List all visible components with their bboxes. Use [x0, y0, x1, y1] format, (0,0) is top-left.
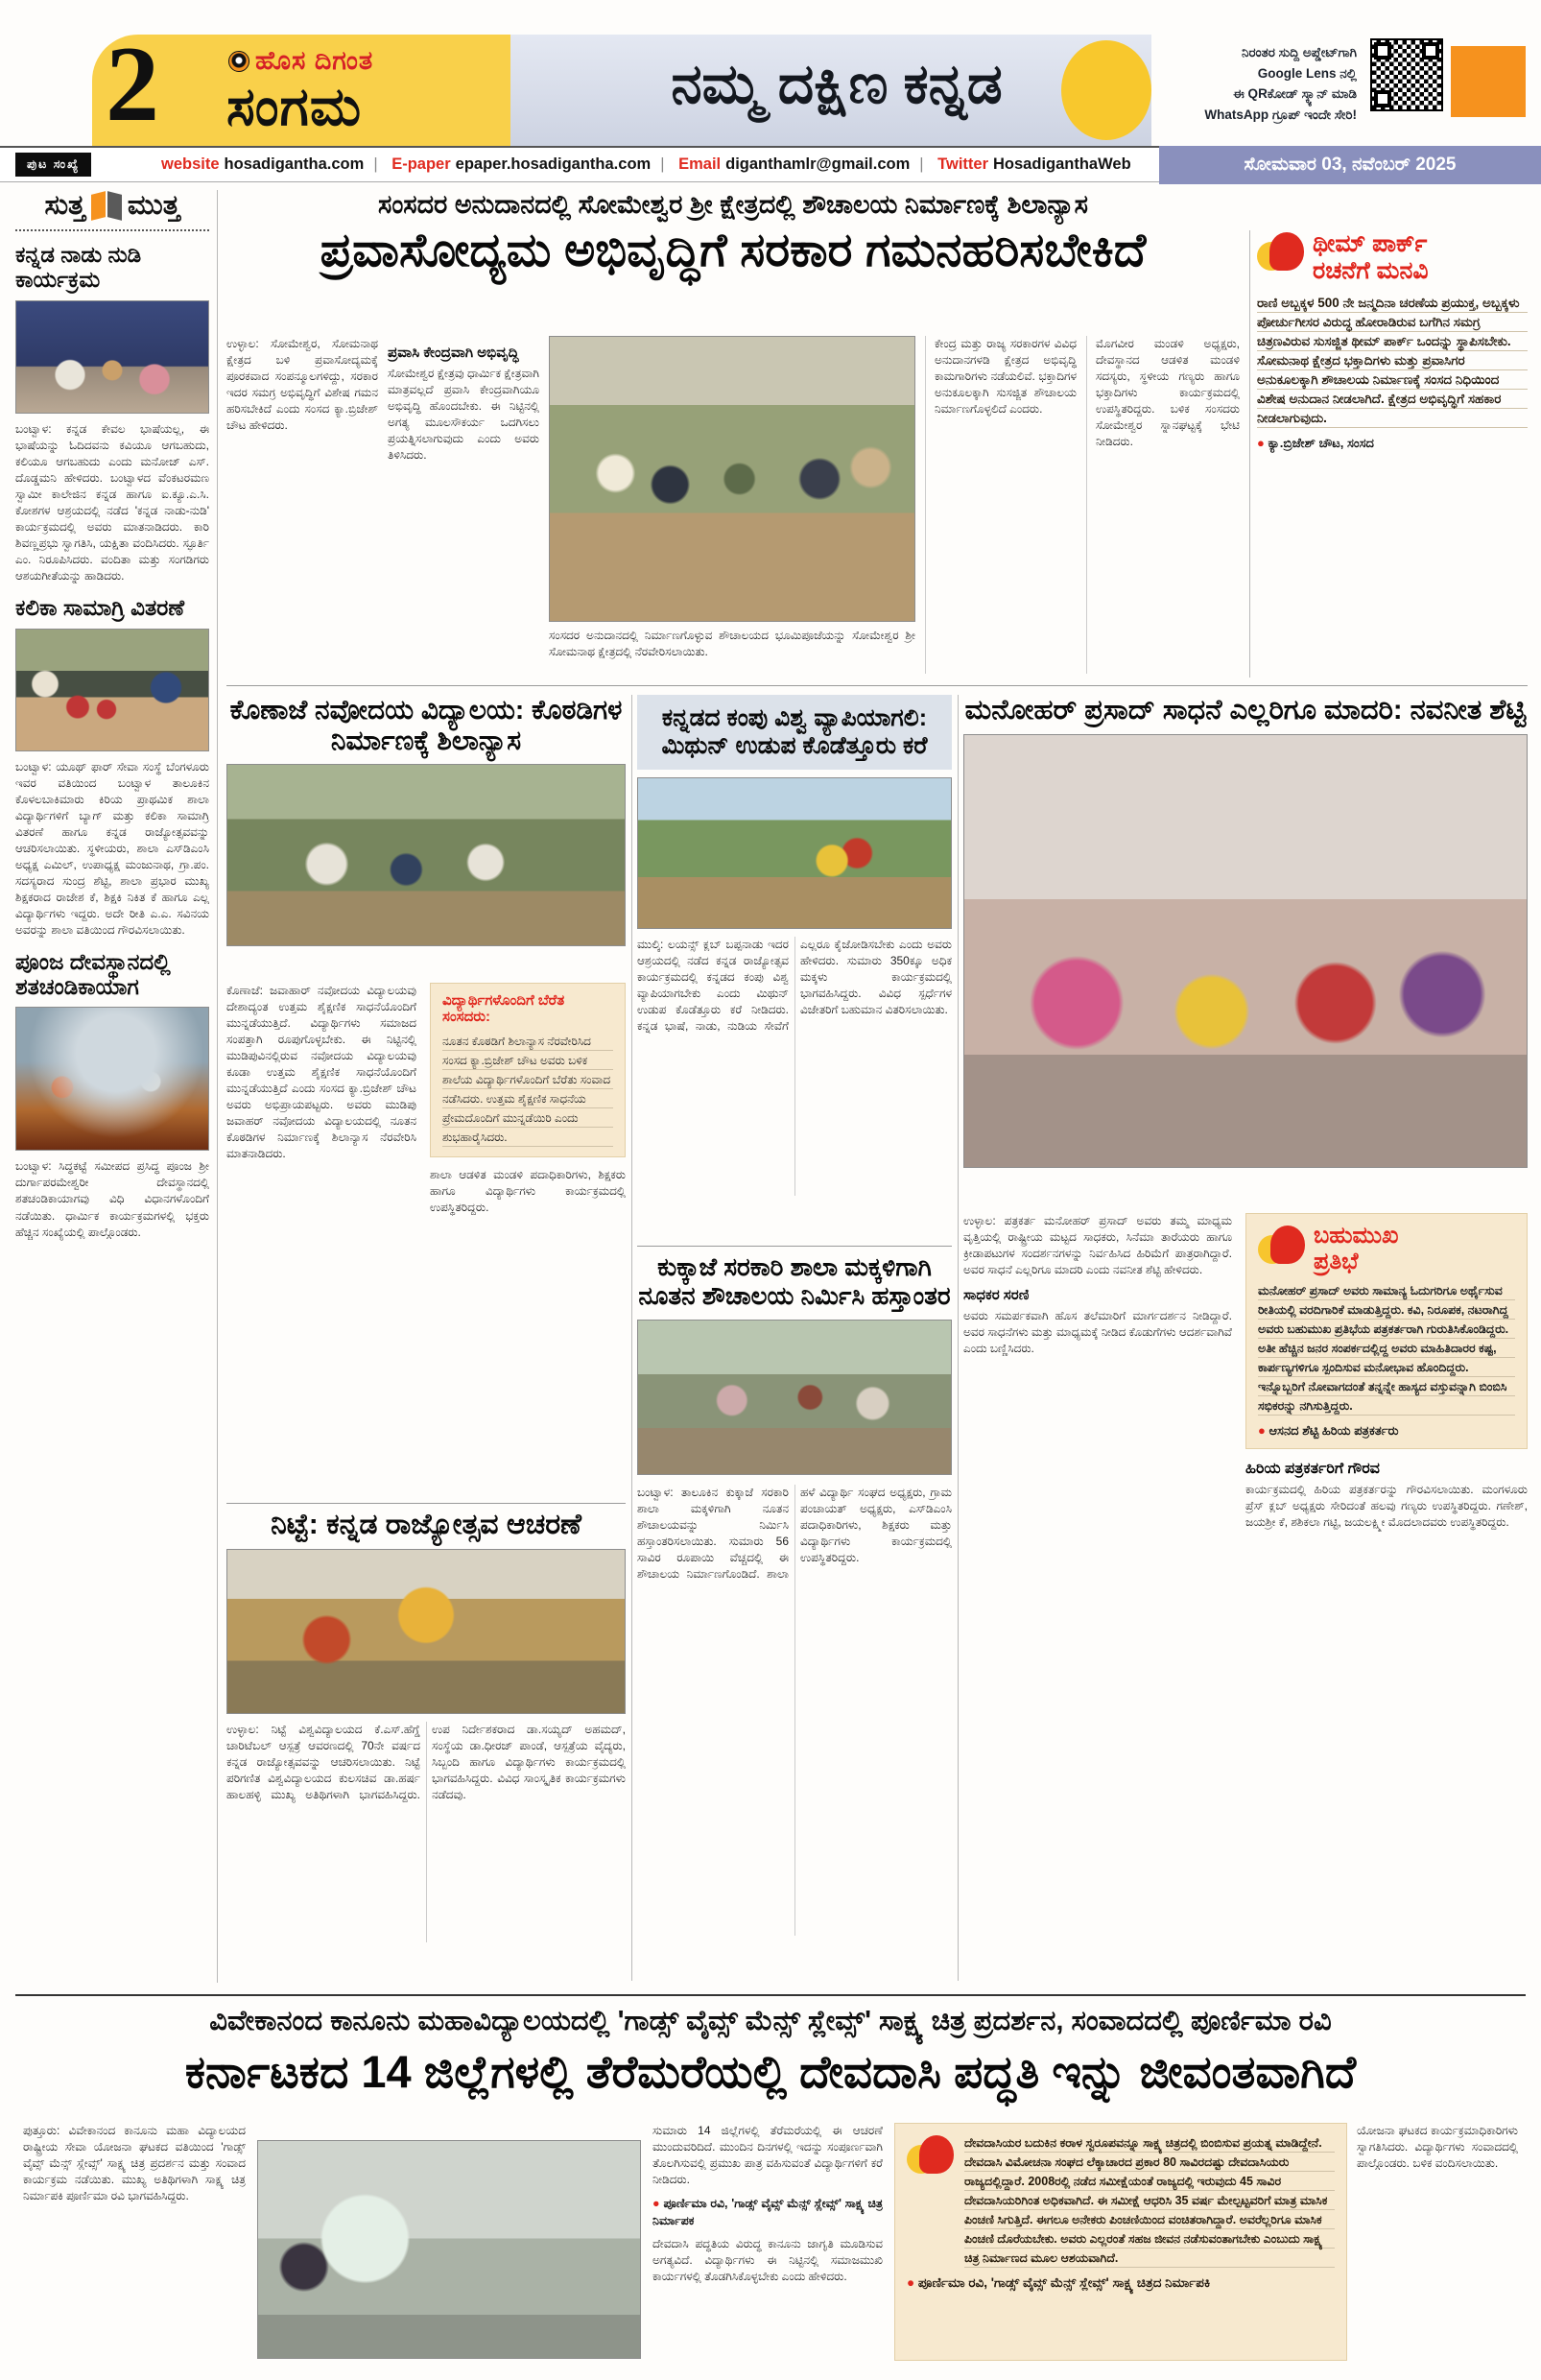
story-subhead: ಹಿರಿಯ ಪತ್ರಕರ್ತರಿಗೆ ಗೌರವ — [1245, 1460, 1380, 1477]
highlight-box-title — [1314, 1224, 1398, 1275]
theme-park-attribution: ● ಕ್ಯಾ.ಬ್ರಿಜೇಶ್ ಚೌಟ, ಸಂಸದ — [1257, 436, 1528, 451]
story-nitte-rajyotsava — [226, 1509, 626, 1981]
banner-col1 — [23, 2123, 246, 2363]
story-text-columns — [637, 1485, 952, 1936]
quote-attribution: ● ಪೂರ್ಣಿಮಾ ರವಿ, 'ಗಾಡ್ಸ್ ವೈವ್ಸ್ ಮೆನ್ಸ್ ಸ್ಲೇವ್ಸ್' ಸಾಕ್ಷ್ಯ ಚಿತ್ರದ ನಿರ್ಮಾಪಕಿ — [907, 2275, 1335, 2291]
main-story-subhead: ಪ್ರವಾಸಿ ಕೇಂದ್ರವಾಗಿ ಅಭಿವೃದ್ಧಿ — [388, 345, 519, 361]
sidebar-title-word2: ಮುತ್ತ — [127, 190, 180, 221]
main-story-col2 — [388, 336, 539, 674]
section-divider — [637, 1246, 952, 1247]
page-number-label: ಪುಟ ಸಂಖ್ಯೆ — [15, 153, 91, 177]
highlight-box-body: ಮನೋಹರ್ ಪ್ರಸಾದ್ ಅವರು ಸಾಮಾನ್ಯ ಓದುಗರಿಗೂ ಅರ್ಥೈಸುವ ರೀತಿಯಲ್ಲಿ ವರದಿಗಾರಿಕೆ ಮಾಡುತ್ತಿದ್ದರು. ಕವಿ, ನಿರೂಪಕ, ನಟರಾಗಿದ್ದ ಅವರು ಬಹುಮುಖ ಪ್ರತಿಭೆಯ ಪತ್ರಕರ್ತರಾಗಿ ಗುರುತಿಸಿಕೊಂಡಿದ್ದರು. ಅತೀ ಹೆಚ್ಚಿನ ಜನರ ಸಂಪರ್ಕದಲ್ಲಿದ್ದ ಅವರು ಮಾಹಿತಿದಾರರ ಕಷ್ಟ, ಕಾರ್ಪಣ್ಯಗಳಿಗೂ ಸ್ಪಂದಿಸುವ ಮನೋಭಾವ ಹೊಂದಿದ್ದರು. ಇನ್ನೊಬ್ಬರಿಗೆ ನೋವಾಗದಂತೆ ತನ್ನನ್ನೇ ಹಾಸ್ಯದ ವಸ್ತುವನ್ನಾಗಿ ಬಿಂಬಿಸಿ ಸಭಿಕರನ್ನು ನಗಿಸುತ್ತಿದ್ದರು. — [1258, 1281, 1515, 1416]
qr-promo-line: WhatsApp ಗ್ರೂಪ್ ಇಂದೇ ಸೇರಿ! — [1204, 107, 1357, 122]
sidebar-section-title — [15, 190, 209, 231]
story-text-column — [226, 983, 416, 1495]
story-photo-handover — [637, 1320, 952, 1475]
story-manohar-prasad — [963, 695, 1528, 1981]
story-kukkaje — [637, 1253, 952, 1981]
quote-box-row — [907, 2133, 1335, 2268]
sidebar-story-title: ಕನ್ನಡ ನಾಡು ನುಡಿ ಕಾರ್ಯಕ್ರಮ — [15, 242, 142, 292]
banner-text: ಪುತ್ತೂರು: ವಿವೇಕಾನಂದ ಕಾನೂನು ಮಹಾ ವಿದ್ಯಾಲಯದ ರಾಷ್ಟ್ರೀಯ ಸೇವಾ ಯೋಜನಾ ಘಟಕದ ವತಿಯಿಂದ 'ಗಾಡ್ಸ್ ವೈವ್ಸ್ ಮೆನ್ಸ್ ಸ್ಲೇವ್ಸ್' ಸಾಕ್ಷ್ಯ ಚಿತ್ರ ಪ್ರದರ್ಶನ ಮತ್ತು ಸಂವಾದ ಕಾರ್ಯಕ್ರಮ ನಡೆಯಿತು. ಮುಖ್ಯ ಅತಿಥಿಗಳಾಗಿ ಸಾಕ್ಷ್ಯ ಚಿತ್ರ ನಿರ್ಮಾಪಕಿ ಪೂರ್ಣಿಮಾ ರವಿ ಭಾಗವಹಿಸಿದ್ದರು. — [23, 2124, 246, 2203]
highlight-box-bahumukha — [1245, 1213, 1528, 1449]
story-text: ಉಳ್ಳಾಲ: ನಿಟ್ಟೆ ವಿಶ್ವವಿದ್ಯಾಲಯದ ಕೆ.ಎಸ್.ಹೆಗ್ಡೆ ಚಾರಿಟೆಬಲ್ ಆಸ್ಪತ್ರೆ ಆವರಣದಲ್ಲಿ 70ನೇ ವರ್ಷದ ಕನ್ನಡ ರಾಜ್ಯೋತ್ಸವವನ್ನು ಆಚರಿಸಲಾಯಿತು. ನಿಟ್ಟೆ ಪರಿಗಣಿತ ವಿಶ್ವವಿದ್ಯಾಲಯದ ಕುಲಸಚಿವ ಡಾ.ಹರ್ಷ ಹಾಲಹಳ್ಳಿ ಮುಖ್ಯ ಅತಿಥಿಗಳಾಗಿ ಭಾಗವಹಿಸಿದ್ದರು. ಉಪ ನಿರ್ದೇಶಕರಾದ ಡಾ.ಸಯ್ಯದ್ ಅಹಮದ್, ಸಂಸ್ಥೆಯ ಡಾ.ಧೀರಜ್ ಪಾಂಡೆ, ಆಸ್ಪತ್ರೆಯ ವೈದ್ಯರು, ಸಿಬ್ಬಂದಿ ಹಾಗೂ ವಿದ್ಯಾರ್ಥಿಗಳು ಕಾರ್ಯಕ್ರಮದಲ್ಲಿ ಭಾಗವಹಿಸಿದ್ದರು. ವಿವಿಧ ಸಾಂಸ್ಕೃತಿಕ ಕಾರ್ಯಕ್ರಮಗಳು ನಡೆದವು. — [226, 1723, 626, 1802]
flame-icon — [1257, 230, 1305, 276]
website-link: website hosadigantha.com | — [161, 155, 378, 173]
qr-promo-line: Google Lens ನಲ್ಲಿ — [1257, 65, 1357, 81]
bottom-banner-story — [15, 1994, 1526, 2370]
brand-name: ಹೊಸ ದಿಗಂತ — [255, 46, 374, 75]
sidebar-story-body: ಬಂಟ್ವಾಳ: ಯೂಥ್ ಫಾರ್ ಸೇವಾ ಸಂಸ್ಥೆ ಬೆಂಗಳೂರು ಇವರ ವತಿಯಿಂದ ಬಂಟ್ವಾಳ ತಾಲೂಕಿನ ಕೊಳಲಬಾಕಿಮಾರು ಕಿರಿಯ ಪ್ರಾಥಮಿಕ ಶಾಲಾ ವಿದ್ಯಾರ್ಥಿಗಳಿಗೆ ಬ್ಯಾಗ್ ಮತ್ತು ಕಲಿಕಾ ಸಾಮಾಗ್ರಿ ವಿತರಣೆ ಹಾಗೂ ಕನ್ನಡ ರಾಜ್ಯೋತ್ಸವವನ್ನು ಆಚರಿಸಲಾಯಿತು. ಸ್ಥಳೀಯರು, ಶಾಲಾ ಎಸ್‌ಡಿಎಂಸಿ ಅಧ್ಯಕ್ಷ ಎಮಿಲ್, ಉಪಾಧ್ಯಕ್ಷ ಮಂಜುನಾಥ, ಗ್ರಾ.ಪಂ. ಸದಸ್ಯರಾದ ಸುಂದ್ರ ಶೆಟ್ಟಿ, ಶಾಲಾ ಪ್ರಭಾರ ಮುಖ್ಯ ಶಿಕ್ಷಕರಾದ ರಾಜೇಶ ಕೆ, ಶಿಕ್ಷಕಿ ನಿಕಿತ ಕೆ ಹಾಗೂ ಎಲ್ಲ ವಿದ್ಯಾರ್ಥಿಗಳು ಇದ್ದರು. ಅದೇ ರೀತಿ ಎ.ಎ. ಸವಿನಯ ಅವರನ್ನು ಶಾಲಾ ವತಿಯಿಂದ ಗೌರವಿಸಲಾಯಿತು. — [15, 759, 209, 937]
qr-promo-line: ಈ QRಕೋಡ್ ಸ್ಕ್ಯಾನ್ ಮಾಡಿ — [1233, 86, 1357, 102]
sidebar-story-title: ಕಲಿಕಾ ಸಾಮಾಗ್ರಿ ವಿತರಣೆ — [15, 594, 185, 620]
edition-name: ಸಂಗಮ — [226, 76, 363, 136]
highlight-box-body: ನೂತನ ಕೊಠಡಿಗೆ ಶಿಲಾನ್ಯಾಸ ನೆರವೇರಿಸಿದ ಸಂಸದ ಕ್ಯಾ.ಬ್ರಿಜೇಶ್ ಚೌಟ ಅವರು ಬಳಿಕ ಶಾಲೆಯ ವಿದ್ಯಾರ್ಥಿಗಳೊಂದಿಗೆ ಬೆರೆತು ಸಂವಾದ ನಡೆಸಿದರು. ಉತ್ತಮ ಶೈಕ್ಷಣಿಕ ಸಾಧನೆಯ ಪ್ರೇಮದೊಂದಿಗೆ ಮುನ್ನಡೆಯಿರಿ ಎಂದು ಶುಭಹಾರೈಸಿದರು. — [442, 1032, 613, 1147]
main-story-photo-strip — [549, 628, 915, 676]
sidebar-title-word1: ಸುತ್ತ — [44, 190, 85, 221]
main-story-text: ಸೋಮೇಶ್ವರ ಕ್ಷೇತ್ರವು ಧಾರ್ಮಿಕ ಕ್ಷೇತ್ರವಾಗಿ ಮಾತ್ರವಲ್ಲದೆ ಪ್ರವಾಸಿ ಕೇಂದ್ರವಾಗಿಯೂ ಅಭಿವೃದ್ಧಿ ಹೊಂದಬೇಕು. ಈ ನಿಟ್ಟಿನಲ್ಲಿ ಅಗತ್ಯ ಮೂಲಸೌಕರ್ಯ ಒದಗಿಸಲು ಪ್ರಯತ್ನಿಸಲಾಗುವುದು ಎಂದು ಅವರು ತಿಳಿಸಿದರು. — [388, 367, 539, 463]
flame-icon — [907, 2133, 955, 2179]
main-story-col4 — [1086, 336, 1240, 674]
story-headline: ಕನ್ನಡದ ಕಂಪು ವಿಶ್ವ ವ್ಯಾಪಿಯಾಗಲಿ: ಮಿಥುನ್ ಉಡುಪ ಕೊಡೆತ್ತೂರು ಕರೆ — [637, 695, 952, 770]
highlight-box-title: ವಿದ್ಯಾರ್ಥಿಗಳೊಂದಿಗೆ ಬೆರೆತ ಸಂಸದರು: — [442, 992, 565, 1025]
story-konaje — [226, 695, 626, 1499]
story-text-columns — [226, 1722, 626, 1942]
banner-col2 — [652, 2123, 883, 2363]
story-photo-flag — [637, 777, 952, 929]
highlight-title-line2: ಪ್ರತಿಭೆ — [1314, 1248, 1359, 1274]
epaper-link: E-paper epaper.hosadigantha.com | — [391, 155, 664, 173]
brand-logo-icon — [228, 51, 249, 72]
sidebar-story-body: ಬಂಟ್ವಾಳ: ಸಿದ್ಧಕಟ್ಟೆ ಸಮೀಪದ ಪ್ರಸಿದ್ಧ ಪೂಂಜ ಶ್ರೀ ದುರ್ಗಾಪರಮೇಶ್ವರೀ ದೇವಸ್ಥಾನದಲ್ಲಿ ಶತಚಂಡಿಕಾಯಾಗವು ವಿಧಿ ವಿಧಾನಗಳೊಂದಿಗೆ ನಡೆಯಿತು. ಧಾರ್ಮಿಕ ಕಾರ್ಯಕ್ರಮಗಳಲ್ಲಿ ಭಕ್ತರು ಹೆಚ್ಚಿನ ಸಂಖ್ಯೆಯಲ್ಲಿ ಪಾಲ್ಗೊಂಡರು. — [15, 1159, 209, 1239]
main-story-text: ಉಳ್ಳಾಲ: ಸೋಮೇಶ್ವರ, ಸೋಮನಾಥ ಕ್ಷೇತ್ರದ ಬಳಿ ಪ್ರವಾಸೋದ್ಯಮಕ್ಕೆ ಪೂರಕವಾದ ಸಂಪನ್ಮೂಲಗಳಿದ್ದು, ಸರಕಾರ ಇದರ ಸಮಗ್ರ ಅಭಿವೃದ್ಧಿಗೆ ವಿಶೇಷ ಗಮನ ಹರಿಸಬೇಕಿದೆ ಎಂದು ಸಂಸದ ಕ್ಯಾ.ಬ್ರಿಜೇಶ್ ಚೌಟ ಹೇಳಿದರು. — [226, 337, 378, 433]
masthead-orange-block — [1451, 46, 1526, 117]
story-text: ಮುಲ್ಕಿ: ಲಯನ್ಸ್ ಕ್ಲಬ್ ಬಪ್ಪನಾಡು ಇದರ ಆಶ್ರಯದಲ್ಲಿ ನಡೆದ ಕನ್ನಡ ರಾಜ್ಯೋತ್ಸವ ಕಾರ್ಯಕ್ರಮದಲ್ಲಿ ಕನ್ನಡದ ಕಂಪು ವಿಶ್ವ ವ್ಯಾಪಿಯಾಗಬೇಕು ಎಂದು ಮಿಥುನ್ ಉಡುಪ ಕೊಡೆತ್ತೂರು ಕರೆ ನೀಡಿದರು. ಕನ್ನಡ ಭಾಷೆ, ನಾಡು, ನುಡಿಯ ಸೇವೆಗೆ ಎಲ್ಲರೂ ಕೈಜೋಡಿಸಬೇಕು ಎಂದು ಅವರು ಹೇಳಿದರು. ಸುಮಾರು 350ಕ್ಕೂ ಅಧಿಕ ಮಕ್ಕಳು ಕಾರ್ಯಕ್ರಮದಲ್ಲಿ ಭಾಗವಹಿಸಿದ್ದರು. ವಿವಿಧ ಸ್ಪರ್ಧೆಗಳ ವಿಜೇತರಿಗೆ ಬಹುಮಾನ ವಿತರಿಸಲಾಯಿತು. — [637, 938, 952, 1034]
banner-photo-seminar — [257, 2140, 641, 2359]
email-link: Email diganthamlr@gmail.com | — [678, 155, 923, 173]
main-story-photo — [549, 336, 915, 622]
qr-promo — [1159, 42, 1357, 125]
highlight-box-header — [1258, 1224, 1515, 1275]
story-text: ಅವರು ಸಮರ್ಪಕವಾಗಿ ಹೊಸ ತಲೆಮಾರಿಗೆ ಮಾರ್ಗದರ್ಶನ ನೀಡಿದ್ದಾರೆ. ಅವರ ಸಾಧನೆಗಳು ಮತ್ತು ಮಾಧ್ಯಮಕ್ಕೆ ನೀಡಿದ ಕೊಡುಗೆಗಳು ಆದರ್ಶವಾಗಿವೆ ಎಂದು ಬಣ್ಣಿಸಿದರು. — [963, 1309, 1232, 1356]
main-story-text: ಸಂಸದರ ಅನುದಾನದಲ್ಲಿ ನಿರ್ಮಾಣಗೊಳ್ಳುವ ಶೌಚಾಲಯದ ಭೂಮಿಪೂಜೆಯನ್ನು ಸೋಮೇಶ್ವರ ಶ್ರೀ ಸೋಮನಾಥ ಕ್ಷೇತ್ರದಲ್ಲಿ ನೆರವೇರಿಸಲಾಯಿತು. — [549, 629, 915, 659]
main-story-col1 — [226, 336, 378, 674]
main-story-col3 — [925, 336, 1077, 674]
story-headline: ಕೊಣಾಜೆ ನವೋದಯ ವಿದ್ಯಾಲಯ: ಕೊಠಡಿಗಳ ನಿರ್ಮಾಣಕ್ಕೆ ಶಿಲಾನ್ಯಾಸ — [229, 695, 623, 755]
sidebar-sutta-mutta — [15, 190, 209, 1985]
story-text: ಉಳ್ಳಾಲ: ಪತ್ರಕರ್ತ ಮನೋಹರ್ ಪ್ರಸಾದ್ ಅವರು ತಮ್ಮ ಮಾಧ್ಯಮ ವೃತ್ತಿಯಲ್ಲಿ ರಾಷ್ಟ್ರೀಯ ಮಟ್ಟದ ಸಾಧಕರು, ಸಿನೆಮಾ ತಾರೆಯರು ಹಾಗೂ ಕ್ರೀಡಾಪಟುಗಳ ಸಂದರ್ಶನಗಳನ್ನು ನಿರ್ವಹಿಸಿದ ಹಿರಿಮೆಗೆ ಪಾತ್ರರಾಗಿದ್ದಾರೆ. ಅವರ ಸಾಧನೆ ಎಲ್ಲರಿಗೂ ಮಾದರಿ ಎಂದು ನವನೀತ ಶೆಟ್ಟಿ ಹೇಳಿದರು. — [963, 1214, 1232, 1277]
theme-park-title-line2: ರಚನೆಗೆ ಮನವಿ — [1313, 257, 1429, 284]
story-text: ಬಂಟ್ವಾಳ: ತಾಲೂಕಿನ ಕುಕ್ಕಾಜೆ ಸರಕಾರಿ ಶಾಲಾ ಮಕ್ಕಳಿಗಾಗಿ ನೂತನ ಶೌಚಾಲಯವನ್ನು ನಿರ್ಮಿಸಿ ಹಸ್ತಾಂತರಿಸಲಾಯಿತು. ಸುಮಾರು 56 ಸಾವಿರ ರೂಪಾಯಿ ವೆಚ್ಚದಲ್ಲಿ ಈ ಶೌಚಾಲಯ ನಿರ್ಮಾಣಗೊಂಡಿದೆ. ಶಾಲಾ ಹಳೆ ವಿದ್ಯಾರ್ಥಿ ಸಂಘದ ಅಧ್ಯಕ್ಷರು, ಗ್ರಾಮ ಪಂಚಾಯತ್ ಅಧ್ಯಕ್ಷರು, ಎಸ್‌ಡಿಎಂಸಿ ಪದಾಧಿಕಾರಿಗಳು, ಶಿಕ್ಷಕರು ಮತ್ತು ವಿದ್ಯಾರ್ಥಿಗಳು ಕಾರ್ಯಕ್ರಮದಲ್ಲಿ ಉಪಸ್ಥಿತರಿದ್ದರು. — [637, 1486, 952, 1582]
sidebar-story-1 — [15, 243, 209, 584]
section-divider — [226, 685, 1528, 686]
column-rule — [958, 695, 959, 1981]
qr-code — [1370, 38, 1443, 111]
theme-park-box-body: ರಾಣಿ ಅಬ್ಬಕ್ಕಳ 500 ನೇ ಜನ್ಮದಿನಾ ಚರಣೆಯ ಪ್ರಯುಕ್ತ, ಅಬ್ಬಕ್ಕಳು ಪೋರ್ಚುಗೀಸರ ವಿರುದ್ಧ ಹೋರಾಡಿರುವ ಬಗೆಗಿನ ಸಮಗ್ರ ಚಿತ್ರಣವಿರುವ ಸುಸಜ್ಜಿತ ಥೀಮ್ ಪಾರ್ಕ್ ಒಂದನ್ನು ಸ್ಥಾಪಿಸಬೇಕು. ಸೋಮನಾಥ ಕ್ಷೇತ್ರದ ಭಕ್ತಾದಿಗಳು ಮತ್ತು ಪ್ರವಾಸಿಗರ ಅನುಕೂಲಕ್ಕಾಗಿ ಶೌಚಾಲಯ ನಿರ್ಮಾಣಕ್ಕೆ ಸಂಸದ ನಿಧಿಯಿಂದ ವಿಶೇಷ ಅನುದಾನ ನೀಡಲಾಗಿದೆ. ಕ್ಷೇತ್ರದ ಅಭಿವೃದ್ಧಿಗೆ ಸಹಕಾರ ನೀಡಲಾಗುವುದು. — [1257, 294, 1528, 428]
column-rule — [217, 190, 218, 1983]
issue-date: ಸೋಮವಾರ 03, ನವೆಂಬರ್ 2025 — [1159, 146, 1541, 184]
story-text: ಶಾಲಾ ಆಡಳಿತ ಮಂಡಳಿ ಪದಾಧಿಕಾರಿಗಳು, ಶಿಕ್ಷಕರು ಹಾಗೂ ವಿದ್ಯಾರ್ಥಿಗಳು ಕಾರ್ಯಕ್ರಮದಲ್ಲಿ ಉಪಸ್ಥಿತರಿದ್ದರು. — [430, 1167, 626, 1214]
main-story-text: ಮೊಗವೀರ ಮಂಡಳಿ ಅಧ್ಯಕ್ಷರು, ದೇವಸ್ಥಾನದ ಆಡಳಿತ ಮಂಡಳಿ ಸದಸ್ಯರು, ಸ್ಥಳೀಯ ಗಣ್ಯರು ಹಾಗೂ ಭಕ್ತಾದಿಗಳು ಕಾರ್ಯಕ್ರಮದಲ್ಲಿ ಉಪಸ್ಥಿತರಿದ್ದರು. ಬಳಿಕ ಸಂಸದರು ಸೋಮೇಶ್ವರ ಸ್ನಾನಘಟ್ಟಕ್ಕೆ ಭೇಟಿ ನೀಡಿದರು. — [1096, 337, 1240, 449]
highlight-box-students — [430, 983, 626, 1157]
story-side-column — [1245, 1213, 1528, 1981]
banner-quote-box — [894, 2123, 1347, 2361]
theme-park-box-title — [1313, 230, 1428, 284]
sidebar-story-photo-temple — [15, 1007, 209, 1151]
story-photo-celebration — [226, 1549, 626, 1714]
quote-box — [894, 2123, 1347, 2361]
banner-text: ದೇವದಾಸಿ ಪದ್ಧತಿಯ ವಿರುದ್ಧ ಕಾನೂನು ಜಾಗೃತಿ ಮೂಡಿಸುವ ಅಗತ್ಯವಿದೆ. ವಿದ್ಯಾರ್ಥಿಗಳು ಈ ನಿಟ್ಟಿನಲ್ಲಿ ಸಮಾಜಮುಖಿ ಕಾರ್ಯಗಳಲ್ಲಿ ತೊಡಗಿಸಿಕೊಳ್ಳಬೇಕು ಎಂದು ಹೇಳಿದರು. — [652, 2236, 883, 2283]
banner-text: ಸುಮಾರು 14 ಜಿಲ್ಲೆಗಳಲ್ಲಿ ತೆರೆಮರೆಯಲ್ಲಿ ಈ ಆಚರಣೆ ಮುಂದುವರಿದಿದೆ. ಮುಂದಿನ ದಿನಗಳಲ್ಲಿ ಇದನ್ನು ಸಂಪೂರ್ಣವಾಗಿ ತೊಲಗಿಸುವಲ್ಲಿ ಪ್ರಮುಖ ಪಾತ್ರ ವಹಿಸುವಂತೆ ವಿದ್ಯಾರ್ಥಿಗಳಿಗೆ ಕರೆ ನೀಡಿದರು. — [652, 2124, 883, 2187]
banner-text: ಯೋಜನಾ ಘಟಕದ ಕಾರ್ಯಕ್ರಮಾಧಿಕಾರಿಗಳು ಸ್ವಾಗತಿಸಿದರು. ವಿದ್ಯಾರ್ಥಿಗಳು ಸಂವಾದದಲ್ಲಿ ಪಾಲ್ಗೊಂಡರು. ಬಳಿಕ ವಂದಿಸಲಾಯಿತು. — [1357, 2124, 1518, 2171]
sidebar-story-title: ಪೂಂಜ ದೇವಸ್ಥಾನದಲ್ಲಿ ಶತಚಂಡಿಕಾಯಾಗ — [15, 948, 171, 999]
story-text: ಕಾರ್ಯಕ್ರಮದಲ್ಲಿ ಹಿರಿಯ ಪತ್ರಕರ್ತರನ್ನು ಗೌರವಿಸಲಾಯಿತು. ಮಂಗಳೂರು ಪ್ರೆಸ್ ಕ್ಲಬ್ ಅಧ್ಯಕ್ಷರು ಸೇರಿದಂತೆ ಹಲವು ಗಣ್ಯರು ಉಪಸ್ಥಿತರಿದ್ದರು. ಗಣೇಶ್, ಜಯಶ್ರೀ ಕೆ, ಶಶಿಕಲಾ ಗಟ್ಟಿ, ಜಯಲಕ್ಷ್ಮೀ ಮೊದಲಾದವರು ಉಪಸ್ಥಿತರಿದ್ದರು. — [1245, 1482, 1528, 1529]
column-rule — [1249, 230, 1250, 678]
story-text-columns — [637, 937, 952, 1196]
highlight-title-line1: ಬಹುಮುಖ — [1314, 1223, 1399, 1249]
banner-headline: ಕರ್ನಾಟಕದ 14 ಜಿಲ್ಲೆಗಳಲ್ಲಿ ತೆರೆಮರೆಯಲ್ಲಿ ದೇವದಾಸಿ ಪದ್ಧತಿ ಇನ್ನು ಜೀವಂತವಾಗಿದೆ — [184, 2046, 1357, 2097]
main-story-kicker: ಸಂಸದರ ಅನುದಾನದಲ್ಲಿ ಸೋಮೇಶ್ವರ ಶ್ರೀ ಕ್ಷೇತ್ರದಲ್ಲಿ ಶೌಚಾಲಯ ನಿರ್ಮಾಣಕ್ಕೆ ಶಿಲಾನ್ಯಾಸ — [377, 190, 1088, 219]
contact-links — [161, 155, 1150, 174]
story-photo-group — [963, 734, 1528, 1168]
sidebar-story-2 — [15, 596, 209, 939]
section-divider — [226, 1503, 626, 1504]
twitter-link: Twitter HosadiganthaWeb — [937, 155, 1131, 173]
theme-park-title-line1: ಥೀಮ್ ಪಾರ್ಕ್ — [1313, 230, 1428, 257]
banner-col4 — [1357, 2123, 1518, 2363]
sidebar-story-photo-classroom — [15, 629, 209, 751]
qr-promo-line: ನಿರಂತರ ಸುದ್ದಿ ಅಪ್ಡೇಟ್‌ಗಾಗಿ — [1241, 45, 1357, 60]
banner-mid-attribution: ● ಪೂರ್ಣಿಮಾ ರವಿ, 'ಗಾಡ್ಸ್ ವೈವ್ಸ್ ಮೆನ್ಸ್ ಸ್ಲೇವ್ಸ್' ಸಾಕ್ಷ್ಯ ಚಿತ್ರ ನಿರ್ಮಾಪಕ — [652, 2196, 883, 2230]
region-title: ನಮ್ಮ ದಕ್ಷಿಣ ಕನ್ನಡ — [671, 53, 1003, 115]
story-text-column — [963, 1213, 1232, 1981]
flame-icon — [1258, 1224, 1306, 1270]
story-headline: ನಿಟ್ಟೆ: ಕನ್ನಡ ರಾಜ್ಯೋತ್ಸವ ಆಚರಣೆ — [271, 1509, 581, 1540]
story-photo-crowd — [226, 764, 626, 946]
main-story — [226, 190, 1240, 679]
main-story-headline: ಪ್ರವಾಸೋದ್ಯಮ ಅಭಿವೃದ್ಧಿಗೆ ಸರಕಾರ ಗಮನಹರಿಸಬೇಕಿದೆ — [320, 225, 1147, 276]
theme-park-box — [1257, 230, 1528, 678]
theme-park-box-header — [1257, 230, 1528, 284]
sidebar-story-body: ಬಂಟ್ವಾಳ: ಕನ್ನಡ ಕೇವಲ ಭಾಷೆಯಲ್ಲ, ಈ ಭಾಷೆಯನ್ನು ಓದಿದವನು ಕವಿಯೂ ಆಗಬಹುದು, ಕಲಿಯೂ ಆಗಬಹುದು ಎಂದು ಮನೋಜ್ ಎಸ್. ದೊಡ್ಡಮನಿ ಹೇಳಿದರು. ಬಂಟ್ವಾಳದ ವೆಂಕಟರಮಣ ಸ್ವಾಮೀ ಕಾಲೇಜಿನ ಕನ್ನಡ ಹಾಗೂ ಐ.ಕ್ಯೂ.ಎ.ಸಿ. ಕೋಶಗಳ ಆಶ್ರಯದಲ್ಲಿ ನಡೆದ 'ಕನ್ನಡ ನಾಡು-ನುಡಿ' ಕಾರ್ಯಕ್ರಮದಲ್ಲಿ ಅವರು ಮಾತನಾಡಿದರು. ಕಾರಿ ಶಿವಣ್ಣಪ್ರಭು ಸ್ವಾಗತಿಸಿ, ಯಕ್ಷಿತಾ ವಂದಿಸಿದರು. ಸ್ಫೂರ್ತಿ ಎಂ. ನಿರೂಪಿಸಿದರು. ವಂದಿತಾ ಮತ್ತು ಸಂಗಡಿಗರು ಆಶಯಗೀತೆಯನ್ನು ಹಾಡಿದರು. — [15, 421, 209, 583]
main-story-text: ಕೇಂದ್ರ ಮತ್ತು ರಾಜ್ಯ ಸರಕಾರಗಳ ವಿವಿಧ ಅನುದಾನಗಳಡಿ ಕ್ಷೇತ್ರದ ಅಭಿವೃದ್ಧಿ ಕಾಮಗಾರಿಗಳು ನಡೆಯಲಿವೆ. ಭಕ್ತಾದಿಗಳ ಅನುಕೂಲಕ್ಕಾಗಿ ಸುಸಜ್ಜಿತ ಶೌಚಾಲಯ ನಿರ್ಮಾಣಗೊಳ್ಳಲಿದೆ ಎಂದರು. — [935, 337, 1077, 416]
story-headline: ಮನೋಹರ್ ಪ್ರಸಾದ್ ಸಾಧನೆ ಎಲ್ಲರಿಗೂ ಮಾದರಿ: ನವನೀತ ಶೆಟ್ಟಿ — [964, 695, 1527, 726]
sidebar-story-3 — [15, 950, 209, 1241]
story-kannada-kampu — [637, 695, 952, 1242]
page-number: 2 — [106, 25, 159, 144]
info-bar — [0, 146, 1541, 182]
banner-kicker: ವಿವೇಕಾನಂದ ಕಾನೂನು ಮಹಾವಿದ್ಯಾಲಯದಲ್ಲಿ 'ಗಾಡ್ಸ್ ವೈವ್ಸ್ ಮೆನ್ಸ್ ಸ್ಲೇವ್ಸ್' ಸಾಕ್ಷ್ಯ ಚಿತ್ರ ಪ್ರದರ್ಶನ, ಸಂವಾದದಲ್ಲಿ ಪೂರ್ಣಿಮಾ ರವಿ — [209, 2006, 1332, 2036]
brand — [228, 46, 373, 77]
sidebar-story-photo-stage — [15, 300, 209, 414]
quote-text: ದೇವದಾಸಿಯರ ಬದುಕಿನ ಕರಾಳ ಸ್ವರೂಪವನ್ನೂ ಸಾಕ್ಷ್ಯ ಚಿತ್ರದಲ್ಲಿ ಬಿಂಬಿಸುವ ಪ್ರಯತ್ನ ಮಾಡಿದ್ದೇನೆ. ದೇವದಾಸಿ ವಿಮೋಚನಾ ಸಂಘದ ಲೆಕ್ಕಾಚಾರದ ಪ್ರಕಾರ 80 ಸಾವಿರದಷ್ಟು ದೇವದಾಸಿಯರು ರಾಜ್ಯದಲ್ಲಿದ್ದಾರೆ. 2008ರಲ್ಲಿ ನಡೆದ ಸಮೀಕ್ಷೆಯಂತೆ ರಾಜ್ಯದಲ್ಲಿ ಇರುವುದು 45 ಸಾವಿರ ದೇವದಾಸಿಯರಿಗಿಂತ ಅಧಿಕವಾಗಿದೆ. ಈ ಸಮೀಕ್ಷೆ ಆಧರಿಸಿ 35 ವರ್ಷ ಮೇಲ್ಪಟ್ಟವರಿಗೆ ಮಾತ್ರ ಮಾಸಿಕ ಪಿಂಚಣಿ ಸಿಗುತ್ತಿದೆ. ಈಗಲೂ ಅನೇಕರು ಪಿಂಚಣಿಯಿಂದ ವಂಚಿತರಾಗಿದ್ದಾರೆ. ಅವರೆಲ್ಲರಿಗೂ ಮಾಸಿಕ ಪಿಂಚಣಿ ದೊರೆಯಬೇಕು. ಅವರು ಎಲ್ಲರಂತೆ ಸಹಜ ಜೀವನ ನಡೆಸುವಂತಾಗಬೇಕು ಎಂಬುದು ಸಾಕ್ಷ್ಯ ಚಿತ್ರ ನಿರ್ಮಾಣದ ಮೂಲ ಆಶಯವಾಗಿದೆ. — [964, 2133, 1335, 2268]
story-text: ಕೊಣಾಜೆ: ಜವಾಹಾರ್ ನವೋದಯ ವಿದ್ಯಾಲಯವು ದೇಶಾದ್ಯಂತ ಉತ್ತಮ ಶೈಕ್ಷಣಿಕ ಸಾಧನೆಯೊಂದಿಗೆ ಮುನ್ನಡೆಯುತ್ತಿದೆ. ವಿದ್ಯಾರ್ಥಿಗಳು ಸಮಾಜದ ಸಂಪತ್ತಾಗಿ ರೂಪುಗೊಳ್ಳಬೇಕು. ಈ ನಿಟ್ಟಿನಲ್ಲಿ ಮುಡಿಪುವಿನಲ್ಲಿರುವ ನವೋದಯ ವಿದ್ಯಾಲಯವು ಕೂಡಾ ಉತ್ತಮ ಶೈಕ್ಷಣಿಕ ಸಾಧನೆಯೊಂದಿಗೆ ಮುನ್ನಡೆಯುತ್ತಿದೆ ಎಂದು ಸಂಸದ ಕ್ಯಾ.ಬ್ರಿಜೇಶ್ ಚೌಟ ಅವರು ಅಭಿಪ್ರಾಯಪಟ್ಟರು. ಅವರು ಮುಡಿಪು ಜವಾಹರ್ ನವೋದಯ ವಿದ್ಯಾಲಯದಲ್ಲಿ ನೂತನ ಕೊಠಡಿಗಳ ನಿರ್ಮಾಣಕ್ಕೆ ಶಿಲಾನ್ಯಾಸ ನೆರವೇರಿಸಿ ಮಾತನಾಡಿದರು. — [226, 984, 416, 1161]
open-book-icon — [90, 193, 123, 219]
story-side-column — [430, 983, 626, 1495]
story-headline: ಕುಕ್ಕಾಜೆ ಸರಕಾರಿ ಶಾಲಾ ಮಕ್ಕಳಿಗಾಗಿ ನೂತನ ಶೌಚಾಲಯ ನಿರ್ಮಿಸಿ ಹಸ್ತಾಂತರ — [638, 1253, 951, 1310]
highlight-box-attribution: ● ಆಸನದ ಶೆಟ್ಟಿ ಹಿರಿಯ ಪತ್ರಕರ್ತರು — [1258, 1423, 1515, 1439]
story-subhead: ಸಾಧಕರ ಸರಣಿ — [963, 1287, 1030, 1304]
column-rule — [631, 695, 632, 1981]
